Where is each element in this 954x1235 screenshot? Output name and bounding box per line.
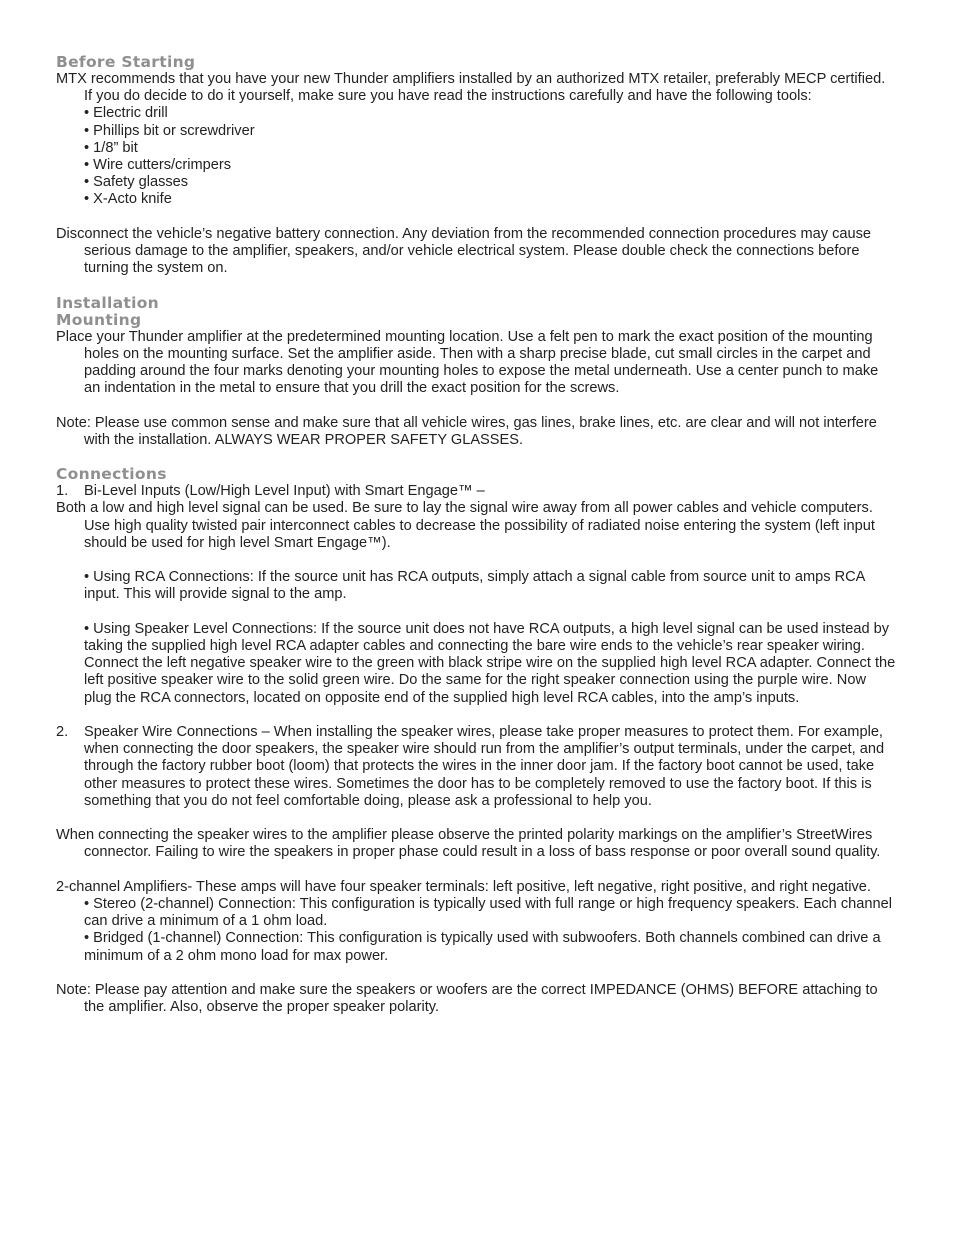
tools-list [56, 105, 896, 208]
manual-page [56, 54, 896, 1016]
tool-item: • Electric drill [84, 105, 168, 122]
stereo-paragraph: • Stereo (2-channel) Connection: This configuration is typically used with full range or high frequency speakers. Each channel can drive a minimum of a 1 ohm load. [84, 896, 892, 930]
rca-connections-paragraph: • Using RCA Connections: If the source unit has RCA outputs, simply attach a signal cable from source unit to amps RCA input. This will provide signal to the amp. [84, 569, 865, 603]
tool-item: • X-Acto knife [84, 191, 172, 208]
item-number: 1. [56, 483, 69, 500]
tool-item: • Phillips bit or screwdriver [84, 122, 255, 139]
bridged-paragraph: • Bridged (1-channel) Connection: This configuration is typically used with subwoofers. Both channels combined can drive a minimum of a 2 ohm mono load for max power. [84, 930, 881, 964]
tool-item: • Wire cutters/crimpers [84, 157, 232, 174]
bi-level-paragraph: Both a low and high level signal can be used. Be sure to lay the signal wire away from all power cables and vehicle computers. Use high quality twisted pair interconnect cables to decrease the possibility of radiated noise entering the system (left input should be used for high level Smart Engage™). [56, 500, 875, 551]
polarity-paragraph: When connecting the speaker wires to the amplifier please observe the printed polarity markings on the amplifier’s StreetWires connector. Failing to wire the speakers in proper phase could result in a loss of bass response or poor overall sound quality. [56, 827, 881, 861]
numbered-item-1-title: 1. Bi-Level Inputs (Low/High Level Input) with Smart Engage™ – [56, 483, 485, 500]
installation-note: Note: Please use common sense and make sure that all vehicle wires, gas lines, brake lines, etc. are clear and will not interfere with the installation. ALWAYS WEAR PROPER SAFETY GLASSES. [56, 414, 877, 448]
item-number: 2. [56, 724, 69, 740]
impedance-note: Note: Please pay attention and make sure the speakers or woofers are the correct IMPEDANCE (OHMS) BEFORE attaching to the amplifier. Also, observe the proper speaker polarity. [56, 982, 878, 1016]
tool-item: • 1/8” bit [84, 139, 138, 156]
two-channel-paragraph: 2-channel Amplifiers- These amps will have four speaker terminals: left positive, left negative, right positive, and right negative. [56, 878, 871, 895]
mounting-paragraph: Place your Thunder amplifier at the predetermined mounting location. Use a felt pen to mark the exact position of the mounting holes on the mounting surface. Set the amplifier aside. Then with a sharp precise blade, cut small circles in the carpet and padding around the four marks denoting your mounting holes to expose the metal underneath. Use a center punch to make an indentation in the metal to ensure that you drill the exact position for the screws. [56, 328, 879, 397]
section-heading-installation: Installation [56, 293, 159, 312]
section-heading-connections: Connections [56, 465, 167, 484]
numbered-item-2: 2. Speaker Wire Connections – When installing the speaker wires, please take proper measures to protect them. For example, when connecting the door speakers, the speaker wire should run from the amplifier’s output terminals, under the carpet, and through the factory rubber boot (loom) that protects the wires in the inner door jam. If the factory boot cannot be used, take other measures to protect these wires. Sometimes the door has to be completely removed to use the factory boot. If this is something that you do not feel comfortable doing, please ask a professional to help you. [56, 724, 885, 809]
speaker-level-paragraph: • Using Speaker Level Connections: If the source unit does not have RCA outputs, a high level signal can be used instead by taking the supplied high level RCA adapter cables and connecting the bare wire ends to the vehicle’s rear speaker wiring. Connect the left negative speaker wire to the green with black stripe wire on the supplied high level RCA adapter. Connect the left positive speaker wire to the solid green wire. Do the same for the right speaker connection using the purple wire. Now plug the RCA connectors, located on opposite end of the supplied high level RCA cables, into the amp’s inputs. [84, 620, 896, 706]
intro-paragraph: MTX recommends that you have your new Thunder amplifiers installed by an authorized MTX retailer, preferably MECP certified. If you do decide to do it yourself, make sure you have read the instructions carefully and have the following tools: [56, 71, 886, 105]
disconnect-paragraph: Disconnect the vehicle’s negative battery connection. Any deviation from the recommended connection procedures may cause serious damage to the amplifier, speakers, and/or vehicle electrical system. Please double check the connections before turning the system on. [56, 225, 872, 277]
section-heading-before-starting: Before Starting [56, 53, 196, 71]
section-heading-mounting: Mounting [56, 310, 142, 329]
tool-item: • Safety glasses [84, 174, 189, 191]
